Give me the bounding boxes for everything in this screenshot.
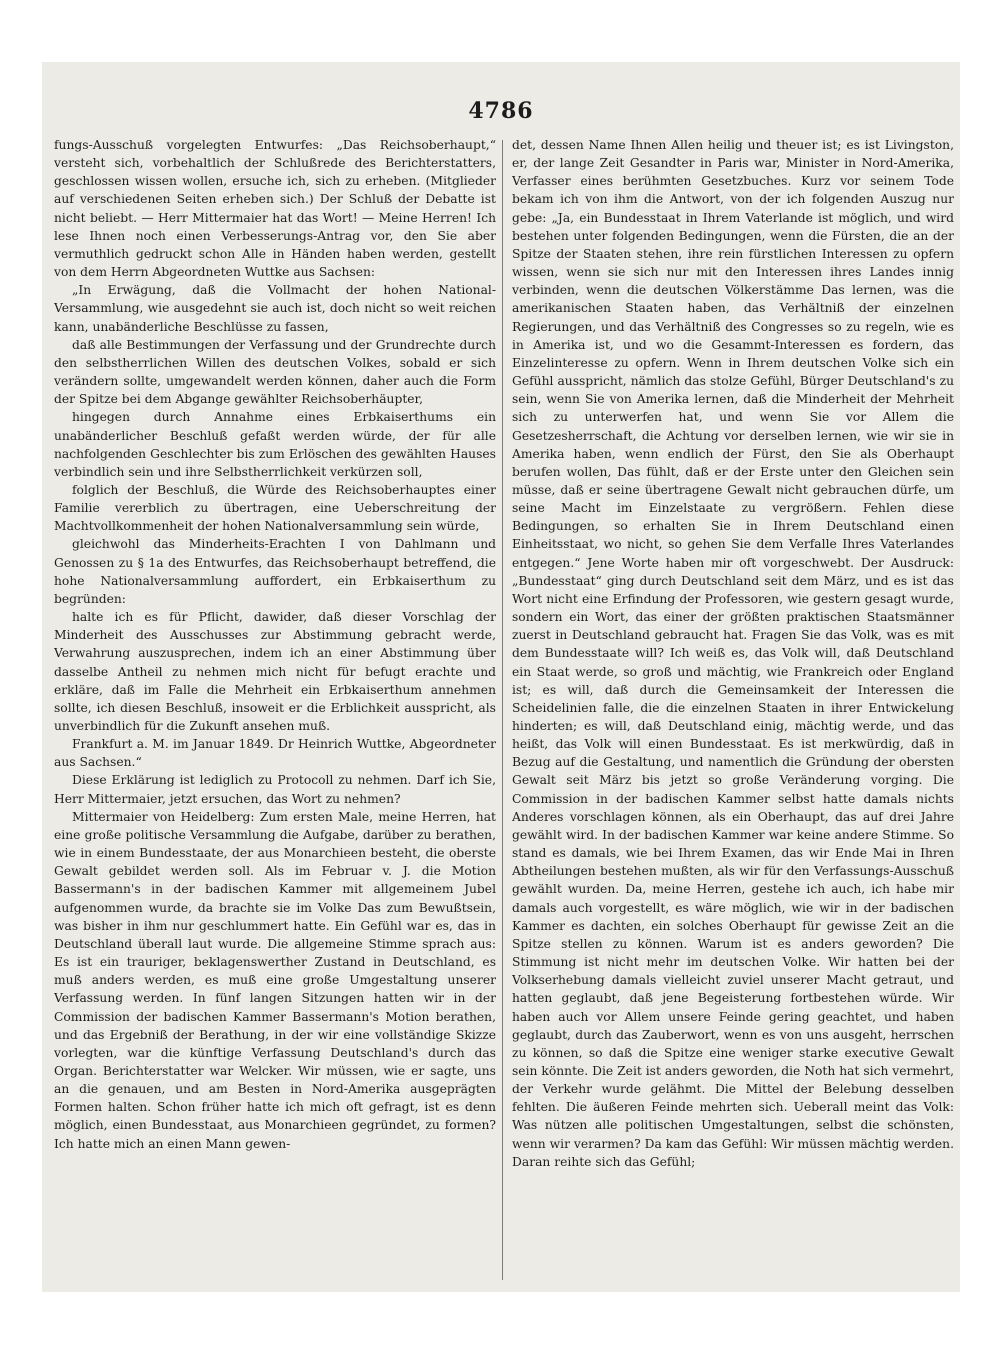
left-paragraph-6: gleichwohl das Minderheits-Erachten I von Dahlmann und Genossen zu § 1a des Entwurfes, das Reichsoberhaupt betreffend, die hohe Nationalversammlung auffordert, ein Erbkaiserthum zu begründen: (54, 537, 496, 606)
left-paragraph-3: daß alle Bestimmungen der Verfassung und der Grundrechte durch den selbstherrlichen Willen des deutschen Volkes, sobald er sich verändern sollte, umgewandelt werden können, daher auch die Form der Spitze bei dem Abgange gewählter Reichsoberhäupter, (54, 337, 496, 407)
left-paragraph-10: Mittermaier von Heidelberg: Zum ersten Male, meine Herren, hat eine große politische Versammlung die Aufgabe, darüber zu berathen, wie in einem Bundesstaate, der aus Monarchieen besteht, die oberste Gewalt gebildet werden soll. Als im Februar v. J. die Motion Bassermann's in der badischen Kammer mit allgemeinem Jubel aufgenommen wurde, da brachte sie im Volke Das zum Bewußtsein, was bisher in ihm nur geschlummert hatte. Ein Gefühl war es, das in Deutschland überall laut wurde. Die allgemeine Stimme sprach aus: Es ist ein trauriger, beklagenswerther Zustand in Deutschland, es muß anders werden, es muß eine große Umgestaltung unserer Verfassung werden. In fünf langen Sitzungen hatten wir in der Commission der badischen Kammer Bassermann's Motion berathen, und das Ergebniß der Berathung, in der wir eine vollständige Skizze vorlegten, war die künftige Verfassung Deutschland's durch das Organ. Berichterstatter war Welcker. Wir müssen, wie er sagte, uns an die genauen, und am Besten in Nord-Amerika ausgeprägten Formen halten. Schon früher hatte ich mich oft gefragt, ist es denn möglich, einen Bundesstaat, aus Monarchieen gegründet, zu formen? Ich hatte mich an einen Mann gewen- (54, 809, 496, 1151)
right-paragraph-1: det, dessen Name Ihnen Allen heilig und theuer ist; es ist Livingston, er, der lange Zeit Gesandter in Paris war, Minister in Nord-Amerika, Verfasser eines berühmten Gesetzbuches. Kurz vor seinem Tode bekam ich von ihm die Antwort, von der ich folgenden Auszug nur gebe: „Ja, ein Bundesstaat in Ihrem Vaterlande ist möglich, und wird bestehen unter folgenden Bedingungen, wenn die Fürsten, die an der Spitze der Staaten stehen, ihre rein fürstlichen Interessen zu opfern wissen, wenn sie sich nur mit den Interessen ihres Landes innig verbinden, wenn die deutschen Völkerstämme Das lernen, was die amerikanischen Staaten haben, das Verhältniß der einzelnen Regierungen, und das Verhältniß des Congresses so zu regeln, wie es in Amerika ist, und wo die Gesammt-Interessen es fordern, das Einzelinteresse zu opfern. Wenn in Ihrem deutschen Volke sich ein Gefühl ausspricht, nämlich das stolze Gefühl, Bürger Deutschland's zu sein, wenn Sie von Amerika lernen, daß die Minderheit der Mehrheit sich zu unterwerfen hat, und wenn Sie vor Allem die Gesetzesherrschaft, die Achtung vor derselben lernen, wie wir sie in Amerika haben, wenn endlich der Fürst, den Sie als Oberhaupt berufen wollen, Das fühlt, daß er der Erste unter den Gleichen sein müsse, daß er seine übertragene Gewalt nicht gebrauchen dürfe, um seine Macht im Einzelstaate zu vergrößern. Fehlen diese Bedingungen, so erhalten Sie in Ihrem Deutschland einen Einheitsstaat, wo nicht, so gehen Sie dem Verfalle Ihres Vaterlandes entgegen.“ Jene Worte haben mir oft vorgeschwebt. Der Ausdruck: „Bundesstaat“ ging durch Deutschland seit dem März, und es ist das Wort nicht eine Erfindung der Professoren, wie gestern gesagt wurde, sondern ein Wort, das einer der größten praktischen Staatsmänner zuerst in Deutschland gebraucht hat. Fragen Sie das Volk, was es mit dem Bundesstaate will? Ich weiß es, das Volk will, daß Deutschland ein Staat werde, so groß und mächtig, wie Frankreich oder England ist; es will, daß durch die Gemeinsamkeit der Interessen die Scheidelinien falle, die die einzelnen Staaten in ihrer Entwickelung hinderten; es will, daß Deutschland einig, mächtig werde, und das heißt, das Volk will einen Bundesstaat. Es ist merkwürdig, daß in Bezug auf die Gestaltung, und namentlich die Gründung der obersten Gewalt seit März bis jetzt so große Veränderung vorging. Die Commission in der badischen Kammer selbst hatte damals nichts Anderes vorschlagen können, als ein Oberhaupt, das auf drei Jahre gewählt wird. In der badischen Kammer war keine andere Stimme. So stand es damals, wie bei Ihrem Examen, das wir Ende Mai in Ihren Abtheilungen bestehen mußten, als wir für den Verfassungs-Ausschuß gewählt wurden. Da, meine Herren, gestehe ich auch, ich habe mir damals auch vorgestellt, es wäre möglich, wie wir in der badischen Kammer es dachten, ein solches Oberhaupt für gewisse Zeit an die Spitze stellen zu können. Warum ist es anders geworden? Die Stimmung ist nicht mehr im deutschen Volke. Wir hatten bei der Volkserhebung damals vielleicht zuviel unserer Macht getraut, und hatten geglaubt, daß jene Begeisterung fortbestehen würde. Wir haben auch vor Allem unsere Feinde gering geachtet, und haben geglaubt, durch das Zauberwort, wenn es von uns ausgeht, herrschen zu können, so daß die Spitze eine weniger starke executive Gewalt sein könnte. Die Zeit ist anders geworden, die Noth hat sich vermehrt, der Verkehr wurde gelähmt. Die Mittel der Belebung desselben fehlten. Die äußeren Feinde mehrten sich. Ueberall meint das Volk: Was nützen alle politischen Umgestaltungen, selbst die schönsten, wenn wir verarmen? Da kam das Gefühl: Wir müssen mächtig werden. Daran reihte sich das Gefühl; (512, 138, 954, 1169)
column-divider (502, 140, 503, 1280)
left-column (54, 136, 496, 1276)
right-column (512, 136, 954, 1276)
left-paragraph-1: fungs-Ausschuß vorgelegten Entwurfes: „Das Reichsoberhaupt,“ versteht sich, vorbehaltlich der Schlußrede des Berichterstatters, geschlossen wissen wollen, ersuche ich, sich zu erheben. (Mitglieder auf verschiedenen Seiten erheben sich.) Der Schluß der Debatte ist nicht beliebt. — Herr Mittermaier hat das Wort! — Meine Herren! Ich lese Ihnen noch einen Verbesserungs-Antrag vor, den Sie aber vermuthlich gedruckt schon Alle in Händen haben werden, gestellt von dem Herrn Abgeordneten Wuttke aus Sachsen: (54, 138, 496, 280)
left-paragraph-9: Diese Erklärung ist lediglich zu Protocoll zu nehmen. Darf ich Sie, Herr Mittermaier, jetzt ersuchen, das Wort zu nehmen? (54, 773, 496, 806)
left-paragraph-signature: Frankfurt a. M. im Januar 1849. Dr Heinrich Wuttke, Abgeordneter aus Sachsen.“ (54, 737, 496, 770)
left-paragraph-4: hingegen durch Annahme eines Erbkaiserthums ein unabänderlicher Beschluß gefaßt werden würde, der für alle nachfolgenden Geschlechter bis zum Erlöschen des gewählten Hauses verbindlich sein und ihre Selbstherrlichkeit verkürzen soll, (54, 410, 496, 479)
newspaper-page (42, 62, 960, 1292)
left-paragraph-2: „In Erwägung, daß die Vollmacht der hohen National-Versammlung, wie ausgedehnt sie auch ist, doch nicht so weit reichen kann, unabänderliche Beschlüsse zu fassen, (54, 283, 496, 334)
page-number: 4786 (468, 98, 534, 124)
left-paragraph-5: folglich der Beschluß, die Würde des Reichsoberhauptes einer Familie vererblich zu übertragen, eine Ueberschreitung der Machtvollkommenheit der hohen Nationalversammlung sein würde, (54, 482, 496, 534)
left-paragraph-7: halte ich es für Pflicht, dawider, daß dieser Vorschlag der Minderheit des Ausschusses zur Abstimmung gebracht werde, Verwahrung auszusprechen, indem ich an einer Abstimmung über dasselbe Antheil zu nehmen mich nicht für befugt erachte und erkläre, daß im Falle die Mehrheit ein Erbkaiserthum annehmen sollte, ich diesen Beschluß, insoweit er die Erblichkeit ausspricht, als unverbindlich für die Zukunft ansehen muß. (54, 610, 496, 733)
